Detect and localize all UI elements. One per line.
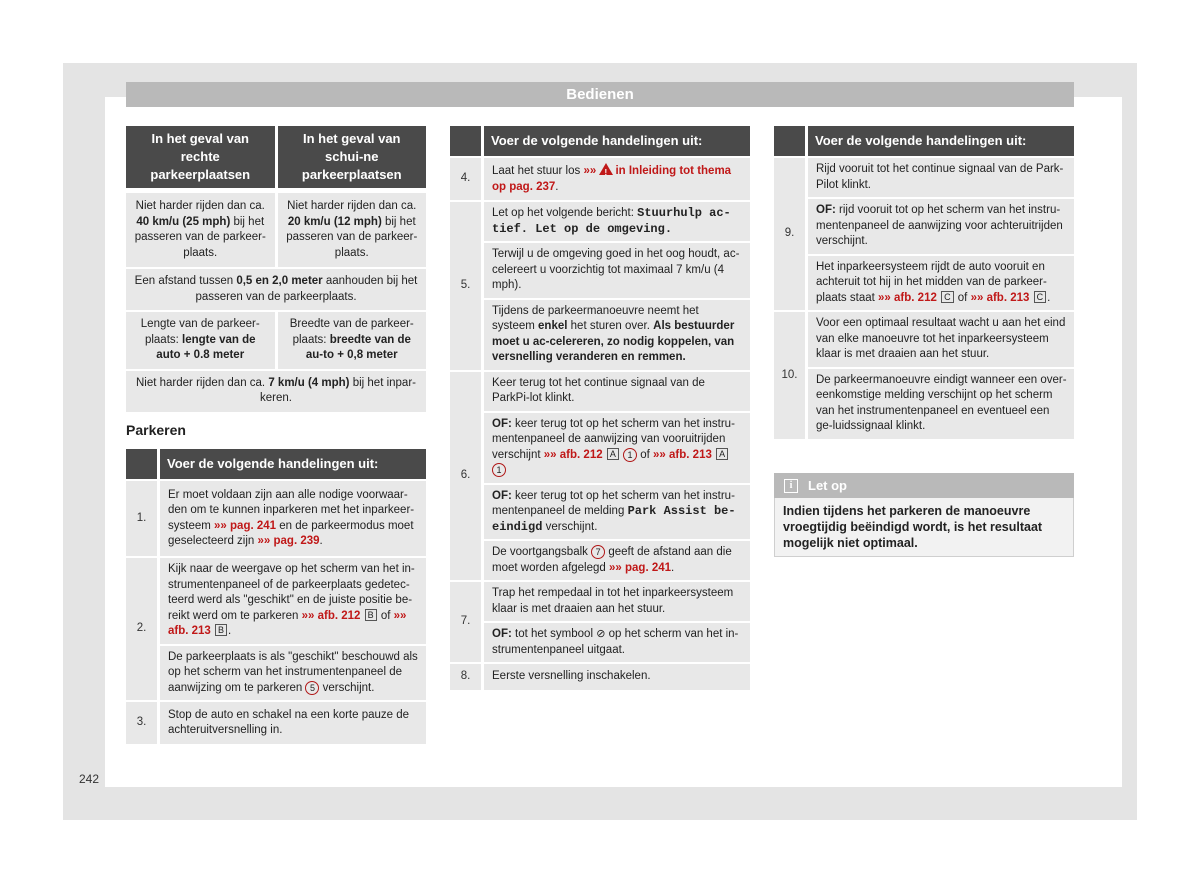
cond-distance: Een afstand tussen 0,5 en 2,0 meter aanhouden bij het passeren van de parkeerplaats.: [126, 269, 426, 310]
steps-header: Voer de volgende handelingen uit:: [484, 126, 750, 156]
step-number: 6.: [450, 372, 484, 581]
cond-speed-straight: Niet harder rijden dan ca. 40 km/u (25 mph) bij het passeren van de parkeer-plaats.: [126, 193, 275, 267]
section-banner: Bedienen: [126, 82, 1074, 107]
step-7b-text: OF: tot het symbool ⊘ op het scherm van het in-strumentenpaneel uitgaat.: [484, 621, 750, 662]
step-7-group: [484, 582, 750, 662]
step-number: 8.: [450, 664, 484, 690]
section-title-parkeren: Parkeren: [126, 422, 186, 438]
step-5a-text: Let op het volgende bericht: Stuurhulp ac-tief. Let op de omgeving.: [484, 202, 750, 241]
step-number: 2.: [126, 558, 160, 700]
step-2a-text: Kijk naar de weergave op het scherm van het in-strumentenpaneel of de parkeerplaats gedetec-teerd werd als "geschikt" en de juiste positie be-reikt werd om te parkeren »» afb. 212 B of »» afb. 213 B .: [160, 558, 426, 644]
steps-table-3: [774, 124, 1074, 441]
note-body: Indien tijdens het parkeren de manoeuvre vroegtijdig beëindigd wordt, is het resultaat mogelijk niet optimaal.: [774, 498, 1074, 557]
step-9-group: [808, 158, 1074, 310]
step-6a-text: Keer terug tot het continue signaal van de ParkPi-lot klinkt.: [484, 372, 750, 411]
step-9b-text: OF: rijd vooruit tot op het scherm van het instru-mentenpaneel de aanwijzing voor achteruitrijden verschijnt.: [808, 197, 1074, 254]
cond-width: Breedte van de parkeer-plaats: breedte van de au-to + 0,8 meter: [278, 312, 427, 369]
step-number: 4.: [450, 158, 484, 200]
step-number: 5.: [450, 202, 484, 370]
cond-speed-angled: Niet harder rijden dan ca. 20 km/u (12 mph) bij het passeren van de parkeer-plaats.: [278, 193, 427, 267]
step-5-group: [484, 202, 750, 370]
step-10b-text: De parkeermanoeuvre eindigt wanneer een over-eenkomstige melding verschijnt op het scherm van het instrumentenpaneel en eventueel een ge-luidssignaal klinkt.: [808, 367, 1074, 439]
page-number: 242: [79, 772, 100, 786]
steps-table-2: [450, 124, 750, 692]
step-number: 1.: [126, 481, 160, 556]
note-title: Let op: [808, 478, 847, 493]
step-2-group: [160, 558, 426, 700]
step-number: 3.: [126, 702, 160, 744]
step-number: 10.: [774, 312, 808, 439]
step-9a-text: Rijd vooruit tot het continue signaal van de Park-Pilot klinkt.: [808, 158, 1074, 197]
step-7a-text: Trap het rempedaal in tot het inparkeersysteem klaar is met draaien aan het stuur.: [484, 582, 750, 621]
cond-length: Lengte van de parkeer-plaats: lengte van de auto + 0.8 meter: [126, 312, 275, 369]
step-number: 9.: [774, 158, 808, 310]
note-box: [774, 473, 1074, 557]
step-1-text: Er moet voldaan zijn aan alle nodige voorwaar-den om te kunnen inparkeren met het inparkeer-systeem »» pag. 241 en de parkeermodus moet geselecteerd zijn »» pag. 239.: [160, 481, 426, 556]
step-8-text: Eerste versnelling inschakelen.: [484, 664, 750, 690]
conditions-table: [126, 126, 426, 414]
note-header: [774, 473, 1074, 498]
step-6-group: [484, 372, 750, 581]
step-2b-text: De parkeerplaats is als "geschikt" beschouwd als op het scherm van het instrumentenpaneel de aanwijzing om te parkeren 5 verschijnt.: [160, 644, 426, 701]
step-5b-text: Terwijl u de omgeving goed in het oog houdt, ac-celereert u voorzichtig tot maximaal 7 km/u (4 mph).: [484, 241, 750, 298]
step-6c-text: OF: keer terug tot op het scherm van het instru-mentenpaneel de melding Park Assist be-eindigd verschijnt.: [484, 483, 750, 540]
steps-table-1: [126, 447, 426, 746]
steps-header: Voer de volgende handelingen uit:: [160, 449, 426, 479]
step-5c-text: Tijdens de parkeermanoeuvre neemt het systeem enkel het sturen over. Als bestuurder moet u ac-celereren, zo nodig koppelen, van versnelling veranderen en remmen.: [484, 298, 750, 370]
step-10-group: [808, 312, 1074, 439]
warning-triangle-icon: [599, 163, 613, 175]
step-9c-text: Het inparkeersysteem rijdt de auto vooruit en achteruit tot hij in het midden van de parkeer-plaats staat »» afb. 212 C of »» afb. 213 C .: [808, 254, 1074, 311]
step-6b-text: OF: keer terug tot op het scherm van het instru-mentenpaneel de aanwijzing van vooruitrijden verschijnt »» afb. 212 A 1 of »» afb. 213 A 1: [484, 411, 750, 483]
step-number: 7.: [450, 582, 484, 662]
step-6d-text: De voortgangsbalk 7 geeft de afstand aan die moet worden afgelegd »» pag. 241.: [484, 539, 750, 580]
info-icon: i: [784, 479, 798, 493]
step-4-text: Laat het stuur los »» ! in Inleiding tot thema op pag. 237.: [484, 158, 750, 200]
steps-header: Voer de volgende handelingen uit:: [808, 126, 1074, 156]
step-10a-text: Voor een optimaal resultaat wacht u aan het eind van elke manoeuvre tot het inparkeersysteem klaar is met draaien aan het stuur.: [808, 312, 1074, 367]
cond-reverse-speed: Niet harder rijden dan ca. 7 km/u (4 mph) bij het inpar-keren.: [126, 371, 426, 412]
steering-symbol-icon: ⊘: [596, 628, 606, 640]
cond-header-angled: In het geval van schui-ne parkeerplaatsen: [278, 126, 427, 188]
step-3-text: Stop de auto en schakel na een korte pauze de achteruitversnelling in.: [160, 702, 426, 744]
cond-header-straight: In het geval van rechte parkeerplaatsen: [126, 126, 275, 188]
